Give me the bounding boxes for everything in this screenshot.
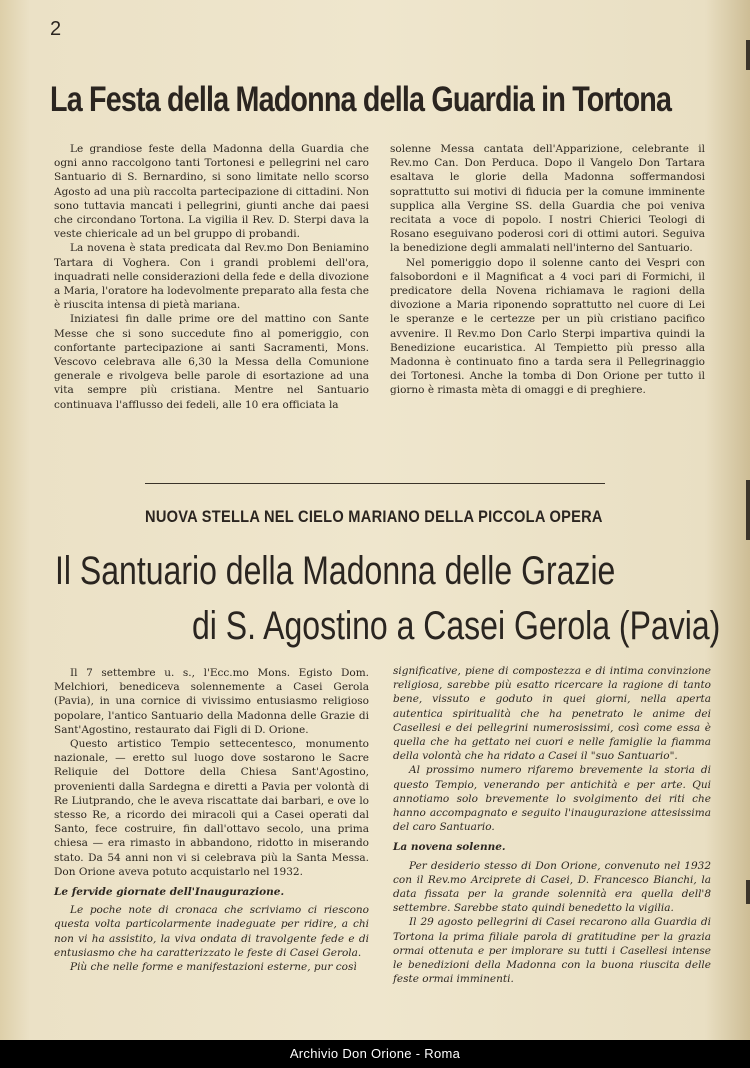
paragraph: significative, piene di compostezza e di intima convinzione religiosa, sarebbe più esatto ricercare la ragione di tanto bene, vissuto e goduto in quei giorni, nella aperta autentica spiritualità che ha penetrato le anime dei Casellesi e dei pellegrini numerosissimi, così come essa è quella che ha gettato nei cuori e nelle famiglie la fiamma della volontà che ha ridato a Casei il "suo Santuario". [393,665,711,763]
paragraph: Il 7 settembre u. s., l'Ecc.mo Mons. Egisto Dom. Melchiori, benediceva solennemente a Casei Gerola (Pavia), in una cornice di vivissimo entusiasmo religioso popolare, l'antico Santuario della Madonna delle Grazie di Sant'Agostino, restaurato dai Figli di D. Orione. [54,667,369,736]
page-edge-mark [746,880,750,904]
page-number: 2 [50,18,62,40]
paragraph: Il 29 agosto pellegrini di Casei recarono alla Guardia di Tortona la prima filiale parola di gratitudine per la grazia ormai ottenuta e per implorare su tutti i Casellesi intense le benedizioni della Madonna con la buona riuscita delle feste ormai imminenti. [393,916,711,986]
article2-kicker: NUOVA STELLA NEL CIELO MARIANO DELLA PICCOLA OPERA [145,507,603,526]
paragraph: Le poche note di cronaca che scriviamo ci riescono questa volta particolarmente inadeguate per ridire, a chi non vi ha assistito, la viva ondata di travolgente fede e di entusiasmo che ha caratterizzato le feste di Casei Gerola. [54,904,369,959]
page-edge-mark [746,480,750,540]
paragraph: Questo artistico Tempio settecentesco, monumento nazionale, — eretto sul luogo dove sostarono le Sacre Reliquie del Dottore della Chiesa Sant'Agostino, provenienti dalla Sardegna e diretti a Pavia per volontà di Re Liutprando, che le aveva riscattate dai barbari, e ove lo stesso Re, a ricordo dei miracoli qui a Casei operati dal Santo, fece costruire, fin dall'ottavo secolo, una prima chiesa — era rimasto in abbandono, ridotto in miserando stato. Da 54 anni non vi si celebrava più la Santa Messa. Don Orione aveva potuto acquistarlo nel 1932. [54,738,369,878]
paragraph: Al prossimo numero rifaremo brevemente la storia di questo Tempio, venerando per antichità e per arte. Qui annotiamo solo brevemente lo svolgimento dei riti che hanno accompagnato e seguito l'inaugurazione attesissima del caro Santuario. [393,764,711,834]
article1-column-right [390,142,705,398]
paragraph: Per desiderio stesso di Don Orione, convenuto nel 1932 con il Rev.mo Arciprete di Casei, D. Francesco Bianchi, la data fissata per la grande solennità era quella dell'8 settembre. Sarebbe stato quindi benedetto la vigilia. [393,859,711,915]
section-divider [145,483,605,484]
paragraph: Iniziatesi fin dalle prime ore del mattino con Sante Messe che si sono succedute fino al pomeriggio, con confortante partecipazione ai santi Sacramenti, Mons. Vescovo celebrava alle 6,30 la Messa della Comunione generale e rivolgeva belle parole di esortazione ad una vita sempre più cristiana. Mentre nel Santuario continuava l'afflusso dei fedeli, alle 10 era officiata la [54,313,369,411]
section-subheading: La novena solenne. [393,841,506,854]
article1-column-left [54,142,369,412]
section-subheading: Le fervide giornate dell'Inaugurazione. [54,886,285,899]
article2-title-line1: Il Santuario della Madonna delle Grazie [55,549,616,593]
paragraph: solenne Messa cantata dell'Apparizione, celebrante il Rev.mo Can. Don Perduca. Dopo il Vangelo Don Tartara esaltava le glorie della Madonna soffermandosi soprattutto sui motivi di fiducia per la comune imminente supplica alla Vergine SS. della Guardia che poi veniva recitata a voce di popolo. I nostri Chierici Teologi di Rosano eseguivano poderosi cori di ottimi autori. Seguiva la benedizione degli ammalati nell'interno del Santuario. [390,143,705,255]
paragraph: Nel pomeriggio dopo il solenne canto dei Vespri con falsobordoni e il Magnificat a 4 voci pari di Formichi, il predicatore della Novena richiamava le ragioni della divozione a Maria riponendo soprattutto nel cuore di Lei le speranze e le certezze per un più cristiano pacifico avvenire. Il Rev.mo Don Carlo Sterpi impartiva quindi la Benedizione eucaristica. Al Tempietto più presso alla Madonna è continuato fino a tarda sera il Pellegrinaggio dei Tortonesi. Anche la tomba di Don Orione per tutto il giorno è rimasta mèta di omaggi e di preghiere. [390,256,705,397]
archive-footer: Archivio Don Orione - Roma [0,1040,750,1068]
page-edge-mark [746,40,750,70]
article2-title-line2: di S. Agostino a Casei Gerola (Pavia) [192,604,721,648]
article2-column-left [54,666,369,974]
paragraph: Più che nelle forme e manifestazioni esterne, pur così [70,961,357,974]
article2-column-right [393,664,711,986]
paragraph: Le grandiose feste della Madonna della Guardia che ogni anno raccolgono tanti Tortonesi e pellegrini nel caro Santuario di S. Bernardino, si sono limitate nello scorso Agosto ad una più raccolta partecipazione di cittadini. Non sono tuttavia mancati i pellegrini, giunti anche dai paesi che circondano Tortona. La vigilia il Rev. D. Sterpi dava la veste chiericale ad un bel gruppo di probandi. [54,143,369,241]
paragraph: La novena è stata predicata dal Rev.mo Don Beniamino Tartara di Voghera. Con i grandi problemi dell'ora, inquadrati nelle considerazioni della fede e della divozione a Maria, l'oratore ha lodevolmente preparato alla festa che è riuscita intensa di pietà mariana. [54,242,369,312]
article1-headline: La Festa della Madonna della Guardia in Tortona [50,80,672,119]
